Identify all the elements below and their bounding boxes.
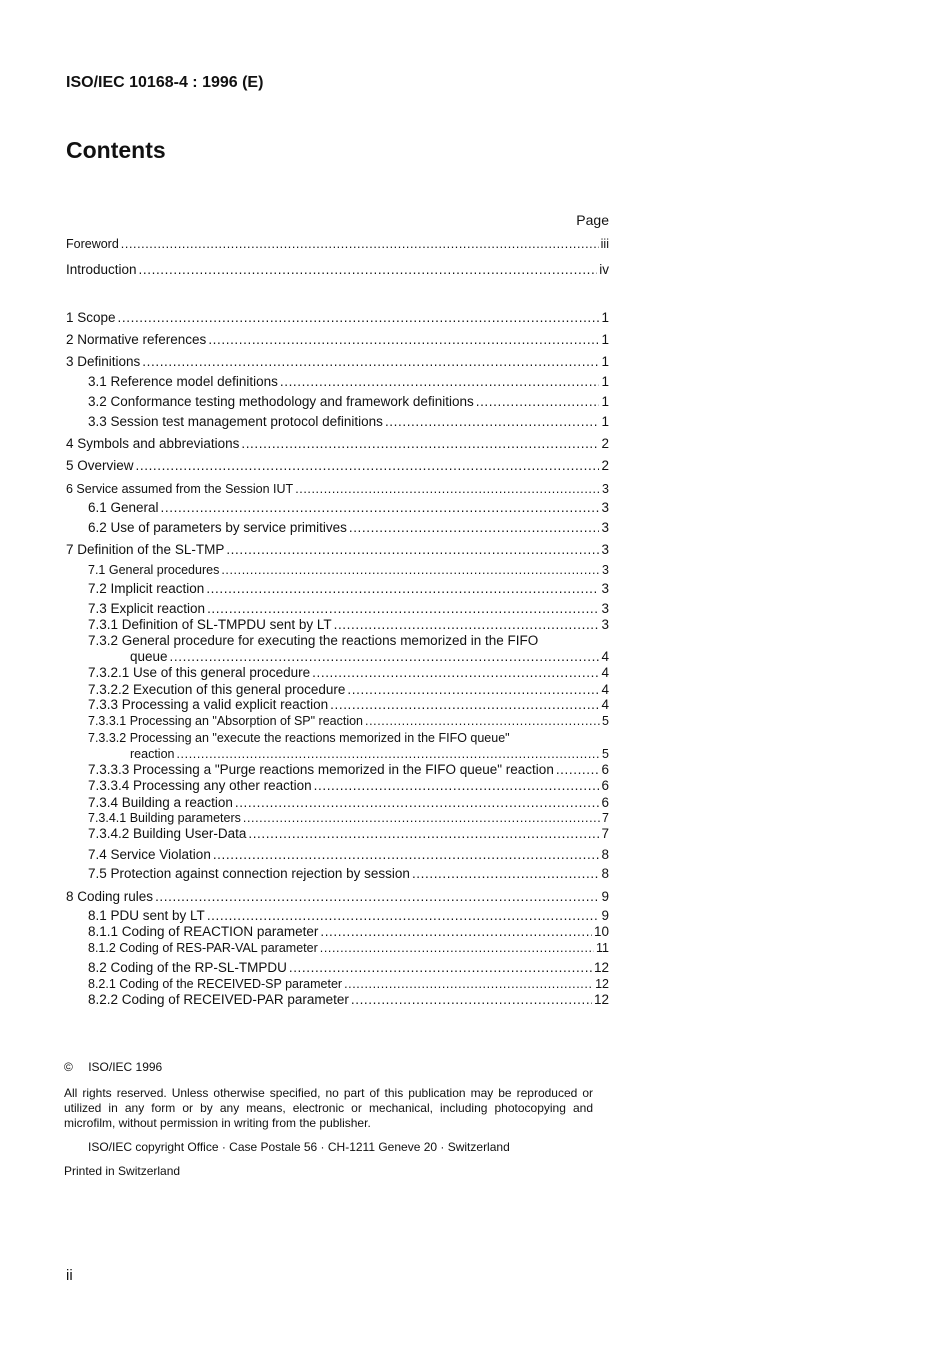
toc-entry-label: 7.2 Implicit reaction — [88, 581, 205, 596]
toc-entry[interactable] — [66, 236, 609, 252]
leader-dots — [235, 795, 600, 811]
leader-dots — [207, 601, 599, 617]
toc-entry[interactable] — [66, 332, 609, 348]
toc-entry[interactable] — [88, 394, 609, 410]
leader-dots — [241, 436, 599, 452]
toc-entry[interactable] — [66, 354, 609, 370]
toc-entry[interactable] — [88, 713, 609, 729]
toc-entry[interactable] — [88, 581, 609, 597]
leader-dots — [221, 562, 600, 578]
toc-entry-label: 7.1 General procedures — [88, 563, 220, 577]
leader-dots — [155, 889, 599, 905]
leader-dots — [320, 940, 594, 956]
toc-entry-page: iii — [600, 237, 609, 251]
toc-entry-label: 7.3.3.3 Processing a "Purge reactions memorized in the FIFO queue" reaction — [88, 762, 554, 777]
toc-entry-page: 3 — [601, 500, 609, 515]
toc-entry-label: 7.3.1 Definition of SL-TMPDU sent by LT — [88, 617, 332, 632]
toc-entry[interactable] — [88, 810, 609, 826]
toc-entry[interactable] — [88, 924, 609, 940]
toc-entry-label: 7.3.4 Building a reaction — [88, 795, 233, 810]
toc-entry-label: 8.2.1 Coding of the RECEIVED-SP parameter — [88, 977, 343, 991]
toc-entry-label: 6.2 Use of parameters by service primitives — [88, 520, 347, 535]
toc-entry-label: 3.3 Session test management protocol definitions — [88, 414, 383, 429]
toc-entry-page: 1 — [601, 414, 609, 429]
toc-entry[interactable] — [88, 520, 609, 536]
copyright-office: ISO/IEC copyright Office · Case Postale 56 · CH-1211 Geneve 20 · Switzerland — [88, 1140, 510, 1154]
toc-entry-page: 12 — [595, 977, 609, 991]
toc-entry-label: 5 Overview — [66, 458, 134, 473]
toc-entry-label: 7.3.3 Processing a valid explicit reaction — [88, 697, 329, 712]
leader-dots — [476, 394, 600, 410]
toc-entry-label: 3.1 Reference model definitions — [88, 374, 278, 389]
leader-dots — [142, 354, 599, 370]
leader-dots — [314, 778, 600, 794]
leader-dots — [347, 682, 599, 698]
leader-dots — [556, 762, 600, 778]
toc-entry-page: 1 — [601, 354, 609, 369]
toc-entry-page: 8 — [601, 866, 609, 881]
toc-entry-label: 2 Normative references — [66, 332, 207, 347]
toc-entry-page: 4 — [601, 682, 609, 697]
copyright-line — [64, 1060, 162, 1075]
page-title: Contents — [66, 137, 166, 163]
toc-entry[interactable] — [88, 682, 609, 698]
toc-entry[interactable] — [88, 795, 609, 811]
leader-dots — [248, 826, 599, 842]
toc-entry-page: 4 — [601, 665, 609, 680]
leader-dots — [289, 960, 592, 976]
toc-entry[interactable] — [88, 976, 609, 992]
toc-entry-label: 8.1.1 Coding of REACTION parameter — [88, 924, 319, 939]
leader-dots — [365, 713, 600, 729]
toc-entry-label: 7.3 Explicit reaction — [88, 601, 206, 616]
leader-dots — [312, 665, 599, 681]
leader-dots — [243, 810, 600, 826]
leader-dots — [207, 908, 600, 924]
toc-entry-page: 3 — [602, 482, 609, 496]
page-number: ii — [66, 1267, 73, 1284]
toc-entry-page: 4 — [601, 649, 609, 664]
toc-entry-page: 1 — [601, 374, 609, 389]
toc-entry[interactable] — [66, 458, 609, 474]
toc-entry-page: 1 — [601, 394, 609, 409]
leader-dots — [320, 924, 592, 940]
toc-entry-page: 3 — [601, 542, 609, 557]
toc-entry[interactable] — [88, 665, 609, 681]
toc-entry-label: 7.4 Service Violation — [88, 847, 211, 862]
toc-entry-continuation: reaction — [130, 747, 175, 761]
toc-entry-page: 4 — [601, 697, 609, 712]
toc-entry[interactable] — [88, 697, 609, 713]
toc-entry-label: 1 Scope — [66, 310, 116, 325]
toc-entry-page: 2 — [601, 436, 609, 451]
toc-entry[interactable] — [88, 778, 609, 794]
toc-entry-page: 5 — [602, 714, 609, 728]
leader-dots — [349, 520, 600, 536]
toc-entry-page: 3 — [602, 563, 609, 577]
toc-entry-page: 11 — [596, 941, 609, 955]
leader-dots — [208, 332, 599, 348]
toc-entry-label: 4 Symbols and abbreviations — [66, 436, 240, 451]
toc-entry-label: 6.1 General — [88, 500, 159, 515]
toc-entry-page: 6 — [601, 795, 609, 810]
toc-entry-label: 7.3.4.2 Building User-Data — [88, 826, 247, 841]
copyright-symbol: © — [64, 1060, 73, 1074]
toc-entry-page: 6 — [601, 762, 609, 777]
toc-entry[interactable] — [66, 542, 609, 558]
toc-entry[interactable] — [88, 847, 609, 863]
toc-entry-page: 9 — [601, 908, 609, 923]
toc-entry[interactable] — [88, 414, 609, 430]
toc-entry[interactable] — [88, 940, 609, 956]
toc-entry-page: 6 — [601, 778, 609, 793]
leader-dots — [170, 649, 600, 665]
leader-dots — [280, 374, 600, 390]
toc-entry-label: Foreword — [66, 237, 119, 251]
toc-entry-label: 7.3.3.4 Processing any other reaction — [88, 778, 312, 793]
toc-entry-label: 7.3.2 General procedure for executing the reactions memorized in the FIFO — [88, 633, 539, 648]
toc-entry[interactable] — [88, 992, 609, 1008]
toc-entry-label: 3.2 Conformance testing methodology and framework definitions — [88, 394, 474, 409]
toc-entry[interactable] — [88, 374, 609, 390]
leader-dots — [330, 697, 599, 713]
toc-entry[interactable] — [88, 500, 609, 516]
toc-entry[interactable] — [130, 746, 609, 762]
toc-entry[interactable] — [88, 908, 609, 924]
toc-entry-label: 8 Coding rules — [66, 889, 154, 904]
leader-dots — [412, 866, 600, 882]
leader-dots — [385, 414, 600, 430]
toc-entry-page: 3 — [601, 520, 609, 535]
toc-entry[interactable] — [88, 601, 609, 617]
leader-dots — [136, 458, 600, 474]
toc-entry-label: 7.3.3.2 Processing an "execute the reactions memorized in the FIFO queue" — [88, 731, 510, 745]
leader-dots — [206, 581, 599, 597]
page-column-heading: Page — [576, 212, 609, 228]
toc-entry[interactable] — [88, 866, 609, 882]
leader-dots — [176, 746, 600, 762]
toc-entry-page: 5 — [602, 747, 609, 761]
leader-dots — [334, 617, 600, 633]
toc-entry-page: 10 — [593, 924, 609, 939]
toc-entry-page: 7 — [601, 826, 609, 841]
toc-entry-label: 8.1.2 Coding of RES-PAR-VAL parameter — [88, 941, 318, 955]
toc-entry-continuation: queue — [130, 649, 168, 664]
toc-entry-label: 7.3.2.1 Use of this general procedure — [88, 665, 311, 680]
toc-entry[interactable] — [66, 481, 609, 497]
printed-in: Printed in Switzerland — [64, 1164, 181, 1178]
toc-entry[interactable] — [88, 562, 609, 578]
toc-entry-label: 6 Service assumed from the Session IUT — [66, 482, 294, 496]
toc-entry[interactable] — [66, 436, 609, 452]
toc-entry-label: 8.2 Coding of the RP-SL-TMPDU — [88, 960, 287, 975]
toc-entry-label: Introduction — [66, 262, 137, 277]
toc-entry-page: 12 — [593, 992, 609, 1007]
toc-entry-label: 8.1 PDU sent by LT — [88, 908, 205, 923]
copyright-holder: ISO/IEC 1996 — [88, 1060, 163, 1074]
leader-dots — [226, 542, 599, 558]
toc-entry-page: 3 — [601, 601, 609, 616]
toc-entry[interactable] — [66, 310, 609, 326]
toc-entry-label: 7.3.2.2 Execution of this general procedure — [88, 682, 346, 697]
toc-entry-page: 1 — [601, 310, 609, 325]
toc-entry[interactable] — [66, 889, 609, 905]
toc-entry[interactable] — [88, 826, 609, 842]
toc-entry[interactable] — [88, 617, 609, 633]
toc-entry-page: 3 — [601, 581, 609, 596]
toc-entry-page: 9 — [601, 889, 609, 904]
toc-entry-page: 7 — [602, 811, 609, 825]
toc-entry-page: 1 — [601, 332, 609, 347]
toc-entry-label: 7.5 Protection against connection rejection by session — [88, 866, 410, 881]
leader-dots — [351, 992, 592, 1008]
document-identifier: ISO/IEC 10168-4 : 1996 (E) — [66, 74, 264, 91]
leader-dots — [213, 847, 600, 863]
toc-entry-page: 2 — [601, 458, 609, 473]
toc-entry[interactable] — [130, 649, 609, 665]
leader-dots — [344, 976, 593, 992]
toc-entry[interactable] — [66, 262, 609, 278]
toc-entry-label: 7.3.4.1 Building parameters — [88, 811, 241, 825]
toc-entry-page: iv — [599, 262, 609, 277]
leader-dots — [118, 310, 600, 326]
toc-entry-label: 8.2.2 Coding of RECEIVED-PAR parameter — [88, 992, 349, 1007]
toc-entry-page: 8 — [601, 847, 609, 862]
toc-entry-label: 7 Definition of the SL-TMP — [66, 542, 225, 557]
toc-entry[interactable] — [88, 762, 609, 778]
leader-dots — [161, 500, 600, 516]
toc-entry[interactable] — [88, 960, 609, 976]
leader-dots — [295, 481, 600, 497]
leader-dots — [139, 262, 598, 278]
toc-entry-page: 3 — [601, 617, 609, 632]
toc-entry-label: 7.3.3.1 Processing an "Absorption of SP" reaction — [88, 714, 364, 728]
toc-entry-page: 12 — [593, 960, 609, 975]
rights-notice: All rights reserved. Unless otherwise specified, no part of this publication may be reproduced or utilized in any form or by any means, electronic or mechanical, including photocopying and microfilm, without permission in writing from the publisher. — [64, 1086, 593, 1130]
leader-dots — [121, 236, 599, 252]
toc-entry-label: 3 Definitions — [66, 354, 141, 369]
